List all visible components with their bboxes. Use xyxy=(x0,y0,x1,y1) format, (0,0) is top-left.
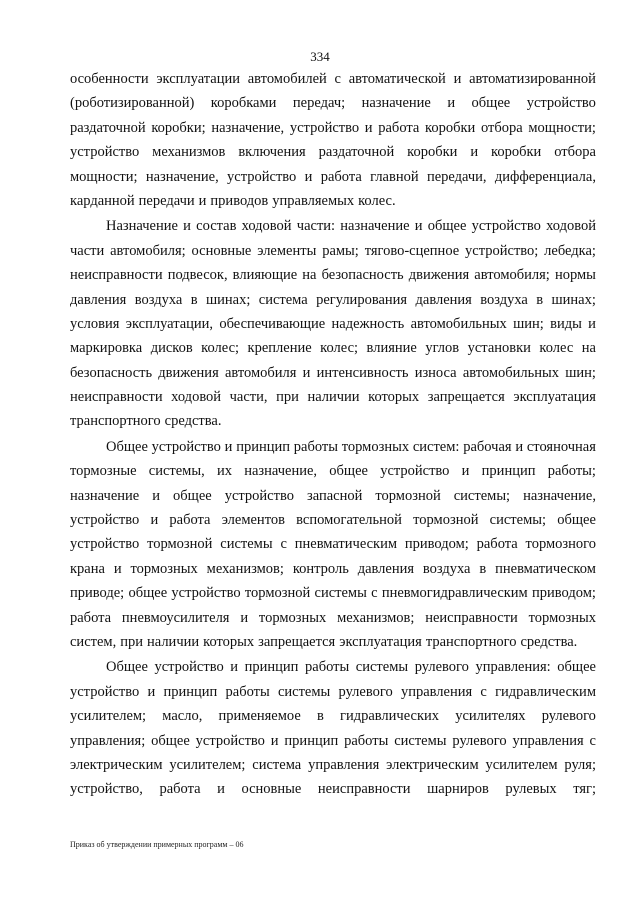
text-line: (роботизированной) коробками передач; назначение и общее устройство xyxy=(70,95,596,112)
text-line: систем, при наличии которых запрещается эксплуатация транспортного средства. xyxy=(70,633,578,650)
text-line: Назначение и состав ходовой части: назначение и общее устройство ходовой xyxy=(106,218,596,235)
text-line: мощности; назначение, устройство и работа главной передачи, дифференциала, xyxy=(70,168,596,185)
text-line: тормозные системы, их назначение, общее устройство и принцип работы; xyxy=(70,463,596,480)
text-line: условия эксплуатации, обеспечивающие надежность автомобильных шин; виды и xyxy=(70,315,596,332)
page-number: 334 xyxy=(310,49,330,64)
text-line: электрическим усилителем; система управления электрическим усилителем руля; xyxy=(70,756,596,773)
text-line: транспортного средства. xyxy=(70,413,222,430)
paragraph xyxy=(70,67,596,213)
text-line: устройство и принцип работы системы рулевого управления с гидравлическим xyxy=(70,683,596,700)
text-line: особенности эксплуатации автомобилей с автоматической и автоматизированной xyxy=(70,71,596,87)
text-line: усилителем; масло, применяемое в гидравлических усилителях рулевого xyxy=(70,708,596,725)
text-line: устройство и работа элементов вспомогательной тормозной системы; общее xyxy=(70,512,596,529)
document-footer: Приказ об утверждении примерных программ – 06 xyxy=(70,840,244,849)
text-line: неисправности подвесок, влияющие на безопасность движения автомобиля; нормы xyxy=(70,267,596,284)
text-line: карданной передачи и приводов управляемых колес. xyxy=(70,192,396,209)
text-line: устройство тормозной системы с пневматическим приводом; работа тормозного xyxy=(70,536,596,553)
text-line: крана и тормозных механизмов; контроль давления воздуха в пневматическом xyxy=(70,560,596,577)
text-line: Общее устройство и принцип работы системы рулевого управления: общее xyxy=(106,659,596,676)
text-line: части автомобиля; основные элементы рамы; тягово-сцепное устройство; лебедка; xyxy=(70,242,596,259)
paragraph xyxy=(70,435,596,655)
text-line: управления; общее устройство и принцип работы системы рулевого управления с xyxy=(70,732,596,749)
text-line: Общее устройство и принцип работы тормозных систем: рабочая и стояночная xyxy=(106,438,596,455)
document-body xyxy=(70,67,596,802)
text-line: приводе; общее устройство тормозной системы с пневмогидравлическим приводом; xyxy=(70,585,596,602)
paragraph xyxy=(70,655,596,801)
text-line: неисправности ходовой части, при наличии которых запрещается эксплуатация xyxy=(70,389,596,406)
paragraph xyxy=(70,214,596,434)
text-line: давления воздуха в шинах; система регулирования давления воздуха в шинах; xyxy=(70,291,596,308)
text-line: работа пневмоусилителя и тормозных механизмов; неисправности тормозных xyxy=(70,609,596,626)
text-line: устройство механизмов включения раздаточной коробки и коробки отбора xyxy=(70,144,596,161)
text-line: маркировка дисков колес; крепление колес; влияние углов установки колес на xyxy=(70,340,596,357)
text-line: устройство, работа и основные неисправности шарниров рулевых тяг; xyxy=(70,781,596,798)
text-line: раздаточной коробки; назначение, устройство и работа коробки отбора мощности; xyxy=(70,119,596,136)
text-line: безопасность движения автомобиля и интенсивность износа автомобильных шин; xyxy=(70,364,596,381)
text-line: назначение и общее устройство запасной тормозной системы; назначение, xyxy=(70,487,596,504)
